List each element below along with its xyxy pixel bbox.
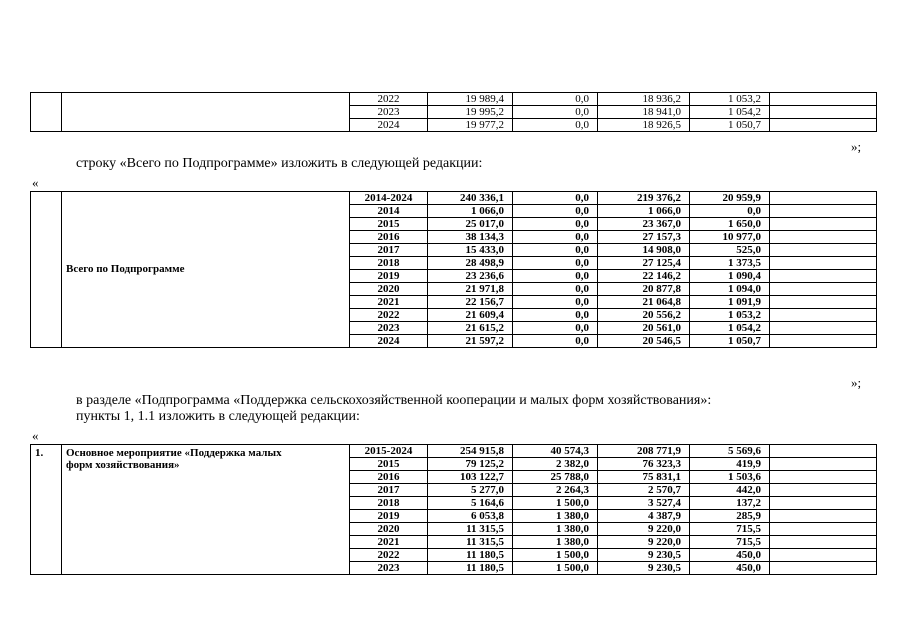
value-cell: 22 146,2 <box>598 270 690 283</box>
value-cell: 419,9 <box>690 458 770 471</box>
value-cell: 1 054,2 <box>690 322 770 335</box>
value-cell: 20 556,2 <box>598 309 690 322</box>
year-cell: 2014 <box>350 205 428 218</box>
value-cell: 20 561,0 <box>598 322 690 335</box>
total-cell: 19 989,4 <box>428 93 513 106</box>
value-cell: 20 877,8 <box>598 283 690 296</box>
value-cell: 5 569,6 <box>690 445 770 458</box>
value-cell: 20 546,5 <box>598 335 690 348</box>
year-cell: 2020 <box>350 523 428 536</box>
value-cell: 1 500,0 <box>513 562 598 575</box>
value-cell: 14 908,0 <box>598 244 690 257</box>
value-cell: 23 367,0 <box>598 218 690 231</box>
total-cell: 11 180,5 <box>428 562 513 575</box>
value-cell: 20 959,9 <box>690 192 770 205</box>
table-continuation <box>30 92 877 132</box>
total-cell: 21 615,2 <box>428 322 513 335</box>
empty-cell <box>770 106 877 119</box>
empty-cell <box>770 244 877 257</box>
value-cell: 4 387,9 <box>598 510 690 523</box>
total-cell: 11 315,5 <box>428 536 513 549</box>
year-cell: 2022 <box>350 549 428 562</box>
empty-cell <box>770 205 877 218</box>
open-quote: « <box>32 175 39 190</box>
empty-cell <box>770 283 877 296</box>
total-cell: 1 066,0 <box>428 205 513 218</box>
open-quote: « <box>32 428 39 443</box>
total-cell: 11 315,5 <box>428 523 513 536</box>
row-name-cell <box>62 445 350 575</box>
value-cell: 1 090,4 <box>690 270 770 283</box>
year-cell: 2022 <box>350 309 428 322</box>
year-cell: 2024 <box>350 335 428 348</box>
total-cell: 21 609,4 <box>428 309 513 322</box>
value-cell: 18 926,5 <box>598 119 690 132</box>
empty-cell <box>770 445 877 458</box>
value-cell: 0,0 <box>690 205 770 218</box>
empty-cell <box>770 523 877 536</box>
year-cell: 2018 <box>350 257 428 270</box>
close-quote: »; <box>851 375 862 390</box>
empty-cell <box>770 192 877 205</box>
year-cell: 2016 <box>350 471 428 484</box>
value-cell: 0,0 <box>513 296 598 309</box>
value-cell: 1 066,0 <box>598 205 690 218</box>
value-cell: 0,0 <box>513 270 598 283</box>
value-cell: 0,0 <box>513 93 598 106</box>
value-cell: 0,0 <box>513 231 598 244</box>
total-cell: 79 125,2 <box>428 458 513 471</box>
empty-cell <box>770 549 877 562</box>
total-cell: 21 597,2 <box>428 335 513 348</box>
value-cell: 1 053,2 <box>690 309 770 322</box>
empty-cell <box>770 335 877 348</box>
value-cell: 75 831,1 <box>598 471 690 484</box>
empty-cell <box>770 309 877 322</box>
value-cell: 1 053,2 <box>690 93 770 106</box>
value-cell: 1 054,2 <box>690 106 770 119</box>
value-cell: 1 380,0 <box>513 523 598 536</box>
empty-cell <box>770 257 877 270</box>
total-cell: 38 134,3 <box>428 231 513 244</box>
year-cell: 2015 <box>350 458 428 471</box>
value-cell: 21 064,8 <box>598 296 690 309</box>
value-cell: 3 527,4 <box>598 497 690 510</box>
value-cell: 0,0 <box>513 335 598 348</box>
total-cell: 5 277,0 <box>428 484 513 497</box>
value-cell: 1 050,7 <box>690 335 770 348</box>
total-cell: 28 498,9 <box>428 257 513 270</box>
empty-cell <box>770 536 877 549</box>
value-cell: 0,0 <box>513 257 598 270</box>
value-cell: 76 323,3 <box>598 458 690 471</box>
empty-cell <box>770 296 877 309</box>
total-cell: 25 017,0 <box>428 218 513 231</box>
value-cell: 715,5 <box>690 536 770 549</box>
year-cell: 2016 <box>350 231 428 244</box>
value-cell: 9 230,5 <box>598 562 690 575</box>
value-cell: 1 500,0 <box>513 549 598 562</box>
value-cell: 0,0 <box>513 106 598 119</box>
total-cell: 11 180,5 <box>428 549 513 562</box>
total-cell: 5 164,6 <box>428 497 513 510</box>
total-cell: 103 122,7 <box>428 471 513 484</box>
row-name-cell <box>62 93 350 132</box>
value-cell: 0,0 <box>513 119 598 132</box>
section-text: в разделе «Подпрограмма «Поддержка сельскохозяйственной кооперации и малых форм хозяйствования»: <box>76 393 712 408</box>
value-cell: 0,0 <box>513 192 598 205</box>
value-cell: 208 771,9 <box>598 445 690 458</box>
value-cell: 0,0 <box>513 244 598 257</box>
row-name-line: Основное мероприятие «Поддержка малых <box>66 447 282 459</box>
instruction-text: пункты 1, 1.1 изложить в следующей редакции: <box>76 409 360 424</box>
value-cell: 715,5 <box>690 523 770 536</box>
empty-cell <box>770 562 877 575</box>
value-cell: 450,0 <box>690 562 770 575</box>
value-cell: 1 373,5 <box>690 257 770 270</box>
year-cell: 2014-2024 <box>350 192 428 205</box>
value-cell: 442,0 <box>690 484 770 497</box>
value-cell: 525,0 <box>690 244 770 257</box>
year-cell: 2023 <box>350 106 428 119</box>
year-cell: 2021 <box>350 296 428 309</box>
row-name-line: Всего по Подпрограмме <box>66 263 185 275</box>
year-cell: 2017 <box>350 484 428 497</box>
table-total-subprogram <box>30 191 877 348</box>
total-cell: 23 236,6 <box>428 270 513 283</box>
year-cell: 2015-2024 <box>350 445 428 458</box>
year-cell: 2021 <box>350 536 428 549</box>
empty-cell <box>770 484 877 497</box>
value-cell: 285,9 <box>690 510 770 523</box>
total-cell: 19 995,2 <box>428 106 513 119</box>
value-cell: 40 574,3 <box>513 445 598 458</box>
year-cell: 2023 <box>350 322 428 335</box>
empty-cell <box>770 471 877 484</box>
total-cell: 21 971,8 <box>428 283 513 296</box>
year-cell: 2024 <box>350 119 428 132</box>
value-cell: 1 380,0 <box>513 510 598 523</box>
total-cell: 22 156,7 <box>428 296 513 309</box>
value-cell: 450,0 <box>690 549 770 562</box>
table-row <box>31 445 877 458</box>
value-cell: 219 376,2 <box>598 192 690 205</box>
year-cell: 2015 <box>350 218 428 231</box>
value-cell: 1 380,0 <box>513 536 598 549</box>
value-cell: 137,2 <box>690 497 770 510</box>
empty-cell <box>770 231 877 244</box>
value-cell: 0,0 <box>513 322 598 335</box>
value-cell: 27 157,3 <box>598 231 690 244</box>
row-number-cell <box>31 192 62 348</box>
close-quote: »; <box>851 139 862 154</box>
table-row <box>31 192 877 205</box>
total-cell: 6 053,8 <box>428 510 513 523</box>
instruction-text: строку «Всего по Подпрограмме» изложить в следующей редакции: <box>76 156 483 171</box>
empty-cell <box>770 119 877 132</box>
total-cell: 19 977,2 <box>428 119 513 132</box>
value-cell: 18 941,0 <box>598 106 690 119</box>
year-cell: 2022 <box>350 93 428 106</box>
empty-cell <box>770 497 877 510</box>
row-number-cell <box>31 93 62 132</box>
value-cell: 1 650,0 <box>690 218 770 231</box>
total-cell: 15 433,0 <box>428 244 513 257</box>
empty-cell <box>770 270 877 283</box>
value-cell: 1 050,7 <box>690 119 770 132</box>
empty-cell <box>770 218 877 231</box>
value-cell: 1 503,6 <box>690 471 770 484</box>
value-cell: 0,0 <box>513 283 598 296</box>
total-cell: 240 336,1 <box>428 192 513 205</box>
value-cell: 27 125,4 <box>598 257 690 270</box>
year-cell: 2017 <box>350 244 428 257</box>
empty-cell <box>770 510 877 523</box>
value-cell: 0,0 <box>513 218 598 231</box>
empty-cell <box>770 322 877 335</box>
value-cell: 2 382,0 <box>513 458 598 471</box>
value-cell: 1 094,0 <box>690 283 770 296</box>
year-cell: 2019 <box>350 270 428 283</box>
value-cell: 1 500,0 <box>513 497 598 510</box>
table-row <box>31 93 877 106</box>
value-cell: 9 220,0 <box>598 536 690 549</box>
value-cell: 2 264,3 <box>513 484 598 497</box>
value-cell: 9 230,5 <box>598 549 690 562</box>
value-cell: 9 220,0 <box>598 523 690 536</box>
year-cell: 2020 <box>350 283 428 296</box>
value-cell: 2 570,7 <box>598 484 690 497</box>
row-name-line: форм хозяйствования» <box>66 459 180 471</box>
value-cell: 25 788,0 <box>513 471 598 484</box>
value-cell: 0,0 <box>513 309 598 322</box>
empty-cell <box>770 458 877 471</box>
year-cell: 2018 <box>350 497 428 510</box>
row-name-cell <box>62 192 350 348</box>
table-main-measure <box>30 444 877 575</box>
value-cell: 1 091,9 <box>690 296 770 309</box>
total-cell: 254 915,8 <box>428 445 513 458</box>
value-cell: 10 977,0 <box>690 231 770 244</box>
empty-cell <box>770 93 877 106</box>
year-cell: 2023 <box>350 562 428 575</box>
row-number-cell: 1. <box>31 445 62 575</box>
year-cell: 2019 <box>350 510 428 523</box>
value-cell: 18 936,2 <box>598 93 690 106</box>
value-cell: 0,0 <box>513 205 598 218</box>
